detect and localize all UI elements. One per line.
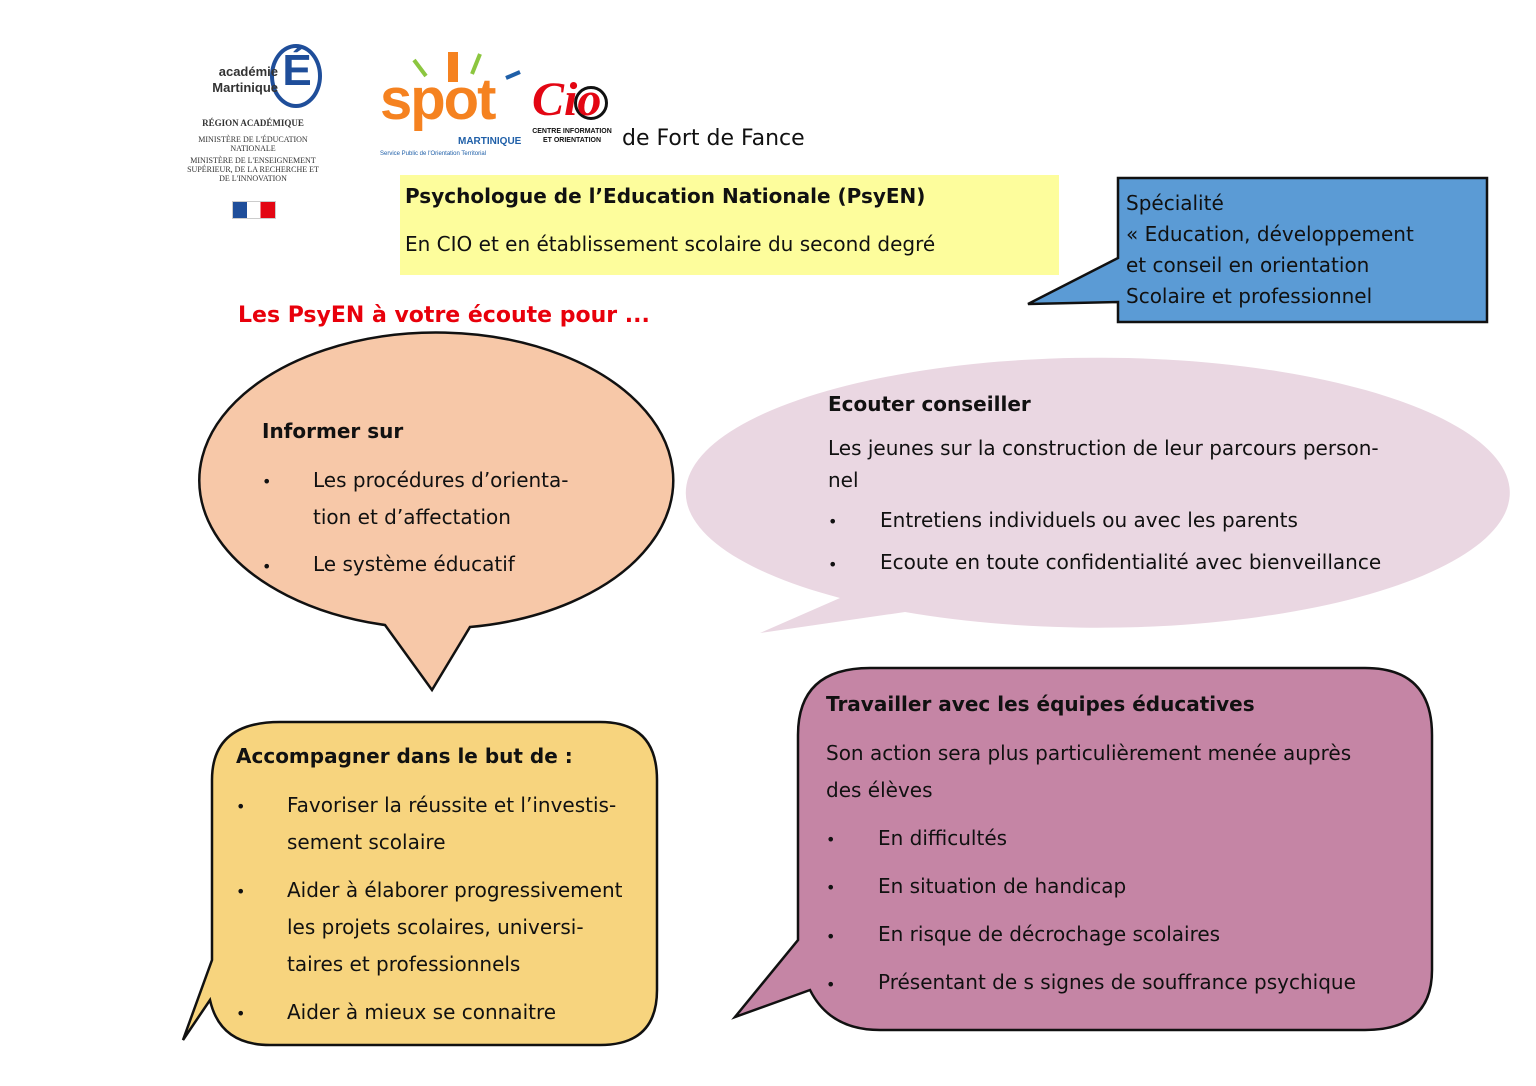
intro-heading: Les PsyEN à votre écoute pour ... (238, 303, 650, 328)
travailler-title: Travailler avec les équipes éducatives (826, 692, 1255, 716)
cio-word: Cio (532, 73, 602, 126)
accompagner-item2: Aider à élaborer progressivement les projets scolaires, universi- taires et professionnels (287, 878, 623, 976)
cio-line2: ET ORIENTATION (542, 137, 602, 144)
cio-logo (530, 68, 620, 152)
speciality-line1: Spécialité (1126, 191, 1224, 215)
subtitle-text: En CIO et en établissement scolaire du second degré (405, 232, 936, 256)
spot-region: MARTINIQUE (458, 136, 522, 147)
accompagner-title: Accompagner dans le but de : (236, 744, 573, 768)
academie-ministere1: MINISTÈRE DE L'ÉDUCATION NATIONALE (198, 135, 308, 153)
bullet-icon: • (262, 472, 272, 491)
accompagner-item1: Favoriser la réussite et l’investis- sement scolaire (287, 793, 617, 854)
cio-line1: CENTRE INFORMATION (532, 128, 612, 135)
bullet-icon: • (826, 830, 836, 849)
bullet-icon: • (828, 555, 838, 574)
location-text: de Fort de Fance (622, 126, 805, 151)
academie-logo (158, 38, 343, 238)
bullet-icon: • (826, 927, 836, 946)
bullet-icon: • (262, 557, 272, 576)
travailler-item4: Présentant de s signes de souffrance psychique (878, 970, 1356, 994)
academie-letter: É (282, 46, 312, 95)
spot-sub: Service Public de l'Orientation Territorial (380, 151, 487, 157)
bullet-icon: • (236, 882, 246, 901)
academie-line1: académie (218, 64, 278, 79)
speciality-text (1126, 188, 1414, 312)
speciality-line4: Scolaire et professionnel (1126, 284, 1373, 308)
ecouter-title: Ecouter conseiller (828, 392, 1031, 416)
bullet-icon: • (826, 878, 836, 897)
spot-logo (378, 48, 528, 163)
academie-line2: Martinique (212, 80, 278, 95)
speciality-line3: et conseil en orientation (1126, 253, 1370, 277)
french-flag-icon (232, 201, 276, 219)
spot-word: spot (380, 67, 495, 132)
travailler-item2: En situation de handicap (878, 874, 1127, 898)
title-box (400, 175, 1059, 275)
bullet-icon: • (826, 975, 836, 994)
bullet-icon: • (828, 512, 838, 531)
speciality-line2: « Education, développement (1126, 222, 1414, 246)
travailler-item3: En risque de décrochage scolaires (878, 922, 1221, 946)
ecouter-text: Les jeunes sur la construction de leur parcours person- nel (828, 436, 1379, 492)
ecouter-item2: Ecoute en toute confidentialité avec bienveillance (880, 550, 1382, 574)
bullet-icon: • (236, 797, 246, 816)
bullet-icon: • (236, 1004, 246, 1023)
title-text: Psychologue de l’Education Nationale (PsyEN) (405, 184, 926, 208)
travailler-item1: En difficultés (878, 826, 1008, 850)
informer-item1: Les procédures d’orienta- tion et d’affectation (313, 468, 569, 529)
academie-region: RÉGION ACADÉMIQUE (202, 118, 304, 128)
academie-ministere2: MINISTÈRE DE L'ENSEIGNEMENT SUPÉRIEUR, DE LA RECHERCHE ET DE L'INNOVATION (187, 156, 319, 183)
informer-title: Informer sur (262, 419, 404, 443)
accompagner-item3: Aider à mieux se connaitre (287, 1000, 557, 1024)
travailler-text: Son action sera plus particulièrement menée auprès des élèves (826, 741, 1352, 802)
ecouter-item1: Entretiens individuels ou avec les parents (880, 508, 1298, 532)
informer-item2: Le système éducatif (313, 552, 515, 576)
